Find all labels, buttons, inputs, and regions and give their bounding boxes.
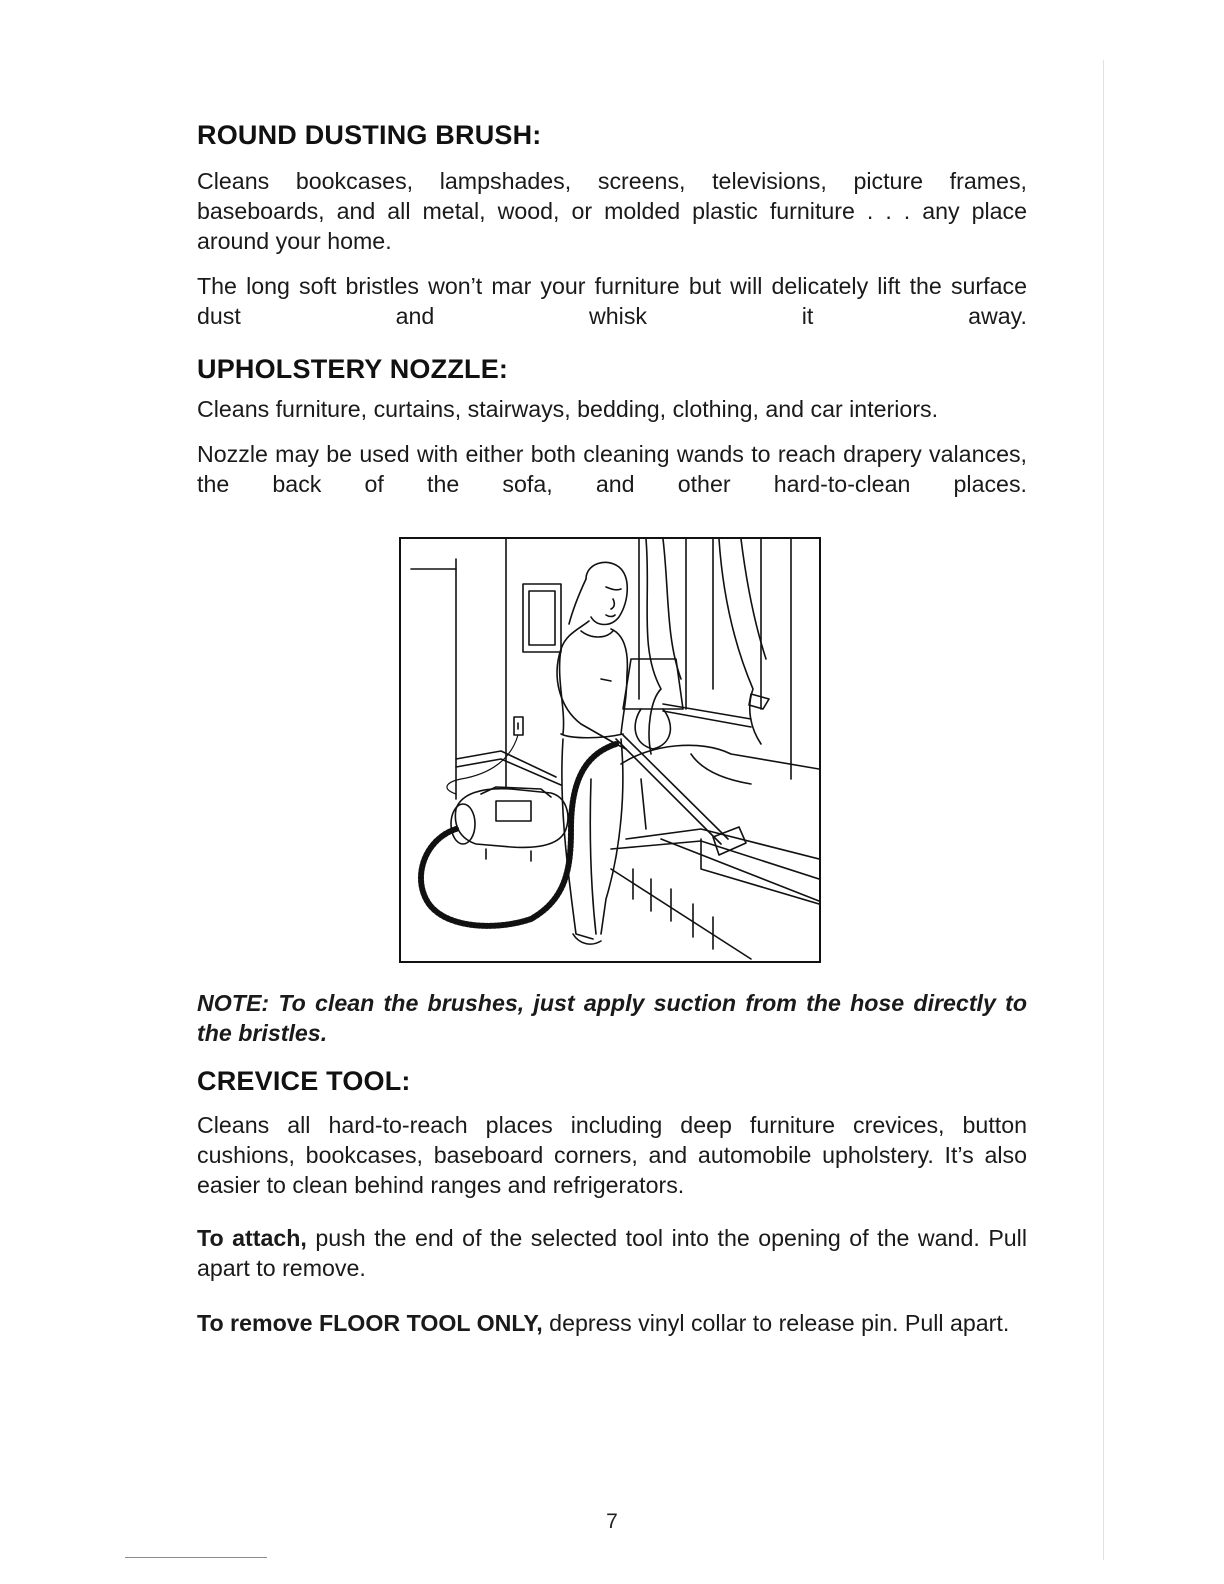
attach-instruction xyxy=(197,1223,1027,1283)
round-brush-description: Cleans bookcases, lampshades, screens, televisions, picture frames, baseboards, and all metal, wood, or molded plastic furniture . . . any place around your home. xyxy=(197,168,1027,254)
page-number: 7 xyxy=(606,1510,618,1533)
upholstery-description: Cleans furniture, curtains, stairways, bedding, clothing, and car interiors. xyxy=(197,396,939,422)
vacuum-illustration xyxy=(399,537,821,963)
note-clean-brushes: NOTE: To clean the brushes, just apply suction from the hose directly to the bristles. xyxy=(197,990,1027,1046)
attach-text: push the end of the selected tool into the opening of the wand. Pull apart to remove. xyxy=(197,1225,1027,1281)
remove-text: depress vinyl collar to release pin. Pull apart. xyxy=(542,1310,1010,1336)
bottom-rule xyxy=(125,1557,267,1558)
crevice-description: Cleans all hard-to-reach places including deep furniture crevices, button cushions, bookcases, baseboard corners, and automobile upholstery. It’s also easier to clean behind ranges and refrigerators. xyxy=(197,1112,1027,1198)
heading-upholstery-nozzle: UPHOLSTERY NOZZLE: xyxy=(197,354,509,384)
remove-instruction xyxy=(197,1308,1027,1338)
round-brush-bristles-text: The long soft bristles won’t mar your furniture but will delicately lift the surface dust and whisk it away. xyxy=(197,273,1027,329)
upholstery-usage-text: Nozzle may be used with either both cleaning wands to reach drapery valances, the back of the sofa, and other hard-to-clean places. xyxy=(197,441,1027,497)
heading-round-dusting-brush: ROUND DUSTING BRUSH: xyxy=(197,120,542,150)
scan-edge-line xyxy=(1103,60,1104,1560)
heading-crevice-tool: CREVICE TOOL: xyxy=(197,1066,411,1096)
attach-lead: To attach, xyxy=(197,1225,307,1251)
remove-lead: To remove FLOOR TOOL ONLY, xyxy=(197,1310,543,1336)
